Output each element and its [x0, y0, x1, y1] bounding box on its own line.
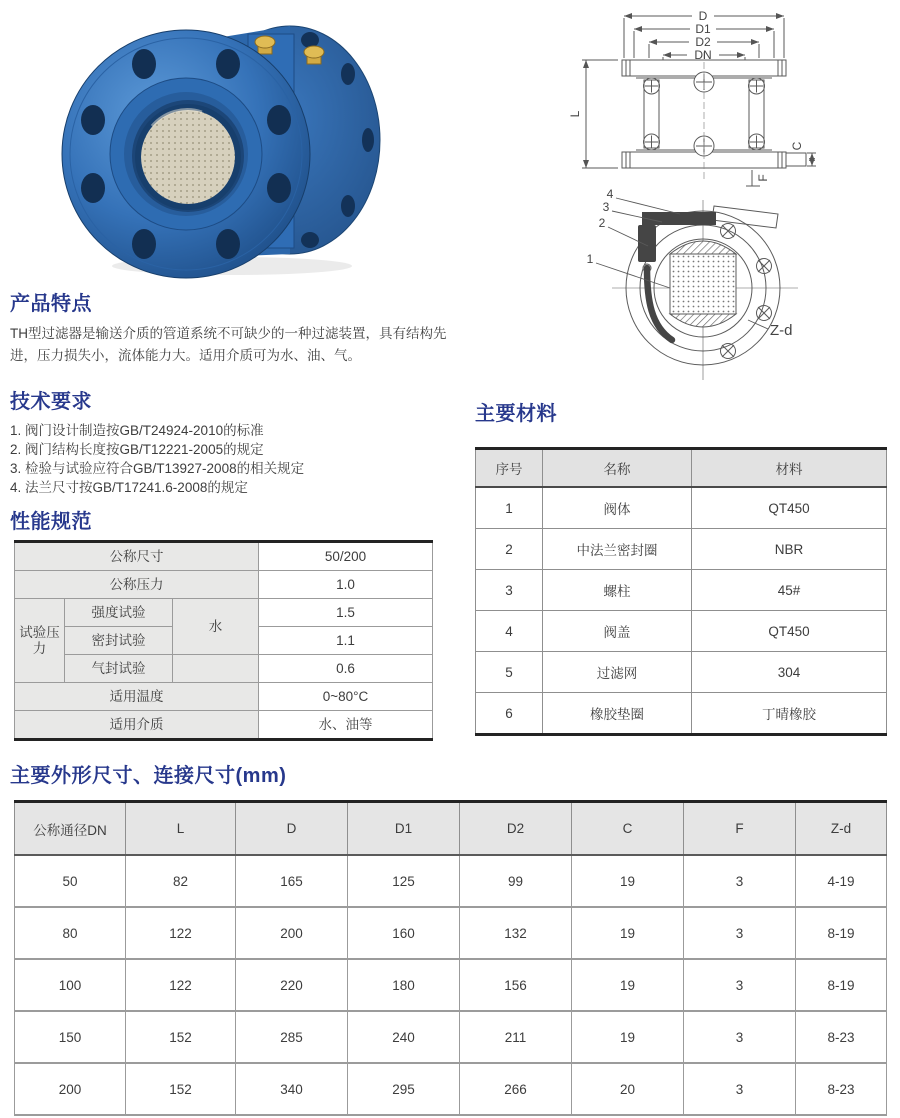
perf-value: 0.6	[259, 655, 433, 683]
requirements-section	[10, 389, 480, 497]
column-header: Z-d	[796, 802, 887, 856]
column-header: D	[236, 802, 348, 856]
table-cell: 螺柱	[543, 570, 692, 611]
part-label-1: 1	[586, 252, 594, 266]
perf-value: 0~80°C	[259, 683, 433, 711]
perf-medium: 水	[173, 599, 259, 655]
table-cell: 4	[476, 611, 543, 652]
requirement-item: 1. 阀门设计制造按GB/T24924-2010的标准	[10, 423, 264, 438]
table-cell: 阀体	[543, 487, 692, 529]
table-header-row	[476, 449, 887, 488]
table-cell: QT450	[692, 611, 887, 652]
dim-label-d2: D2	[695, 35, 711, 49]
table-cell: 过滤网	[543, 652, 692, 693]
table-row	[15, 907, 887, 959]
perf-label-test-pressure: 试验压力	[15, 599, 65, 683]
table-header-row	[15, 802, 887, 856]
table-cell: 3	[684, 1063, 796, 1115]
part-label-2: 2	[598, 216, 606, 230]
requirement-item: 4. 法兰尺寸按GB/T17241.6-2008的规定	[10, 480, 248, 495]
dimensions-table	[14, 800, 887, 1116]
table-cell: 266	[460, 1063, 572, 1115]
table-row	[15, 959, 887, 1011]
table-cell: 165	[236, 855, 348, 907]
table-cell: 19	[572, 1011, 684, 1063]
perf-label: 密封试验	[65, 627, 173, 655]
column-header: D1	[348, 802, 460, 856]
table-cell: 152	[126, 1011, 236, 1063]
perf-value: 1.1	[259, 627, 433, 655]
dimensions-section	[10, 763, 892, 1116]
column-header: D2	[460, 802, 572, 856]
table-cell: 5	[476, 652, 543, 693]
dim-label-d: D	[698, 9, 708, 23]
table-cell: 295	[348, 1063, 460, 1115]
materials-title: 主要材料	[475, 403, 557, 425]
table-cell: 橡胶垫圈	[543, 693, 692, 735]
table-cell: 200	[236, 907, 348, 959]
table-cell: 200	[15, 1063, 126, 1115]
table-cell: 6	[476, 693, 543, 735]
dimension-drawing-side-view	[558, 2, 900, 188]
requirement-item: 2. 阀门结构长度按GB/T12221-2005的规定	[10, 442, 264, 457]
perf-value: 1.5	[259, 599, 433, 627]
performance-title: 性能规范	[10, 511, 92, 533]
table-cell: 122	[126, 959, 236, 1011]
product-photo	[52, 8, 387, 280]
column-header: F	[684, 802, 796, 856]
perf-medium-empty	[173, 655, 259, 683]
part-label-3: 3	[602, 200, 610, 214]
table-cell: 1	[476, 487, 543, 529]
part-label-4: 4	[606, 187, 614, 201]
table-row	[476, 693, 887, 735]
table-cell: 3	[684, 907, 796, 959]
table-row	[15, 855, 887, 907]
dim-label-d1: D1	[695, 22, 711, 36]
table-cell: 8-23	[796, 1063, 887, 1115]
table-cell: 4-19	[796, 855, 887, 907]
perf-value: 50/200	[259, 542, 433, 571]
table-cell: 8-19	[796, 907, 887, 959]
table-row	[15, 1011, 887, 1063]
table-row	[15, 1063, 887, 1115]
table-cell: 304	[692, 652, 887, 693]
dim-label-dn: DN	[694, 48, 712, 62]
perf-label: 公称尺寸	[15, 542, 259, 571]
performance-section	[10, 509, 440, 741]
column-header: 材料	[692, 449, 887, 488]
table-cell: 3	[684, 959, 796, 1011]
table-cell: 丁晴橡胶	[692, 693, 887, 735]
table-cell: 82	[126, 855, 236, 907]
dimensions-title: 主要外形尺寸、连接尺寸(mm)	[10, 765, 287, 787]
table-cell: 8-19	[796, 959, 887, 1011]
materials-section	[475, 401, 890, 736]
dim-label-f: F	[756, 174, 770, 182]
table-cell: 3	[684, 1011, 796, 1063]
table-cell: 99	[460, 855, 572, 907]
table-row	[476, 611, 887, 652]
table-cell: 125	[348, 855, 460, 907]
mesh-screen-section	[670, 254, 736, 314]
table-cell: 160	[348, 907, 460, 959]
table-cell: 19	[572, 907, 684, 959]
table-cell: 3	[476, 570, 543, 611]
table-cell: 180	[348, 959, 460, 1011]
table-row	[476, 652, 887, 693]
table-cell: 156	[460, 959, 572, 1011]
features-body: TH型过滤器是输送介质的管道系统不可缺少的一种过滤装置，具有结构先进，压力损失小，流体能力大。适用介质可为水、油、气。	[10, 326, 447, 363]
perf-label: 适用温度	[15, 683, 259, 711]
table-cell: 122	[126, 907, 236, 959]
section-drawing	[576, 184, 808, 390]
perf-label: 公称压力	[15, 571, 259, 599]
materials-table	[475, 447, 887, 736]
table-cell: 150	[15, 1011, 126, 1063]
column-header: C	[572, 802, 684, 856]
requirement-item: 3. 检验与试验应符合GB/T13927-2008的相关规定	[10, 461, 305, 476]
table-row	[476, 487, 887, 529]
table-row	[476, 570, 887, 611]
table-cell: 132	[460, 907, 572, 959]
table-row	[476, 529, 887, 570]
column-header: L	[126, 802, 236, 856]
features-section	[10, 291, 480, 367]
table-cell: 240	[348, 1011, 460, 1063]
table-cell: 8-23	[796, 1011, 887, 1063]
performance-table	[14, 540, 433, 741]
perf-label: 强度试验	[65, 599, 173, 627]
column-header: 公称通径DN	[15, 802, 126, 856]
table-cell: 220	[236, 959, 348, 1011]
dim-label-l: L	[568, 110, 582, 118]
table-cell: 中法兰密封圈	[543, 529, 692, 570]
requirements-list	[10, 421, 480, 497]
table-cell: 211	[460, 1011, 572, 1063]
features-title: 产品特点	[10, 293, 92, 315]
table-cell: 285	[236, 1011, 348, 1063]
table-cell: 45#	[692, 570, 887, 611]
table-cell: 3	[684, 855, 796, 907]
table-cell: 20	[572, 1063, 684, 1115]
perf-value: 水、油等	[259, 711, 433, 740]
column-header: 名称	[543, 449, 692, 488]
dim-label-c: C	[790, 141, 804, 151]
table-cell: 80	[15, 907, 126, 959]
table-cell: NBR	[692, 529, 887, 570]
perf-label: 气封试验	[65, 655, 173, 683]
table-cell: 阀盖	[543, 611, 692, 652]
perf-value: 1.0	[259, 571, 433, 599]
table-cell: 2	[476, 529, 543, 570]
table-cell: 19	[572, 959, 684, 1011]
table-cell: 100	[15, 959, 126, 1011]
table-cell: QT450	[692, 487, 887, 529]
table-cell: 340	[236, 1063, 348, 1115]
table-cell: 50	[15, 855, 126, 907]
column-header: 序号	[476, 449, 543, 488]
bolt-holes-label: Z-d	[770, 322, 793, 339]
table-cell: 19	[572, 855, 684, 907]
requirements-title: 技术要求	[10, 391, 92, 413]
table-cell: 152	[126, 1063, 236, 1115]
perf-label: 适用介质	[15, 711, 259, 740]
